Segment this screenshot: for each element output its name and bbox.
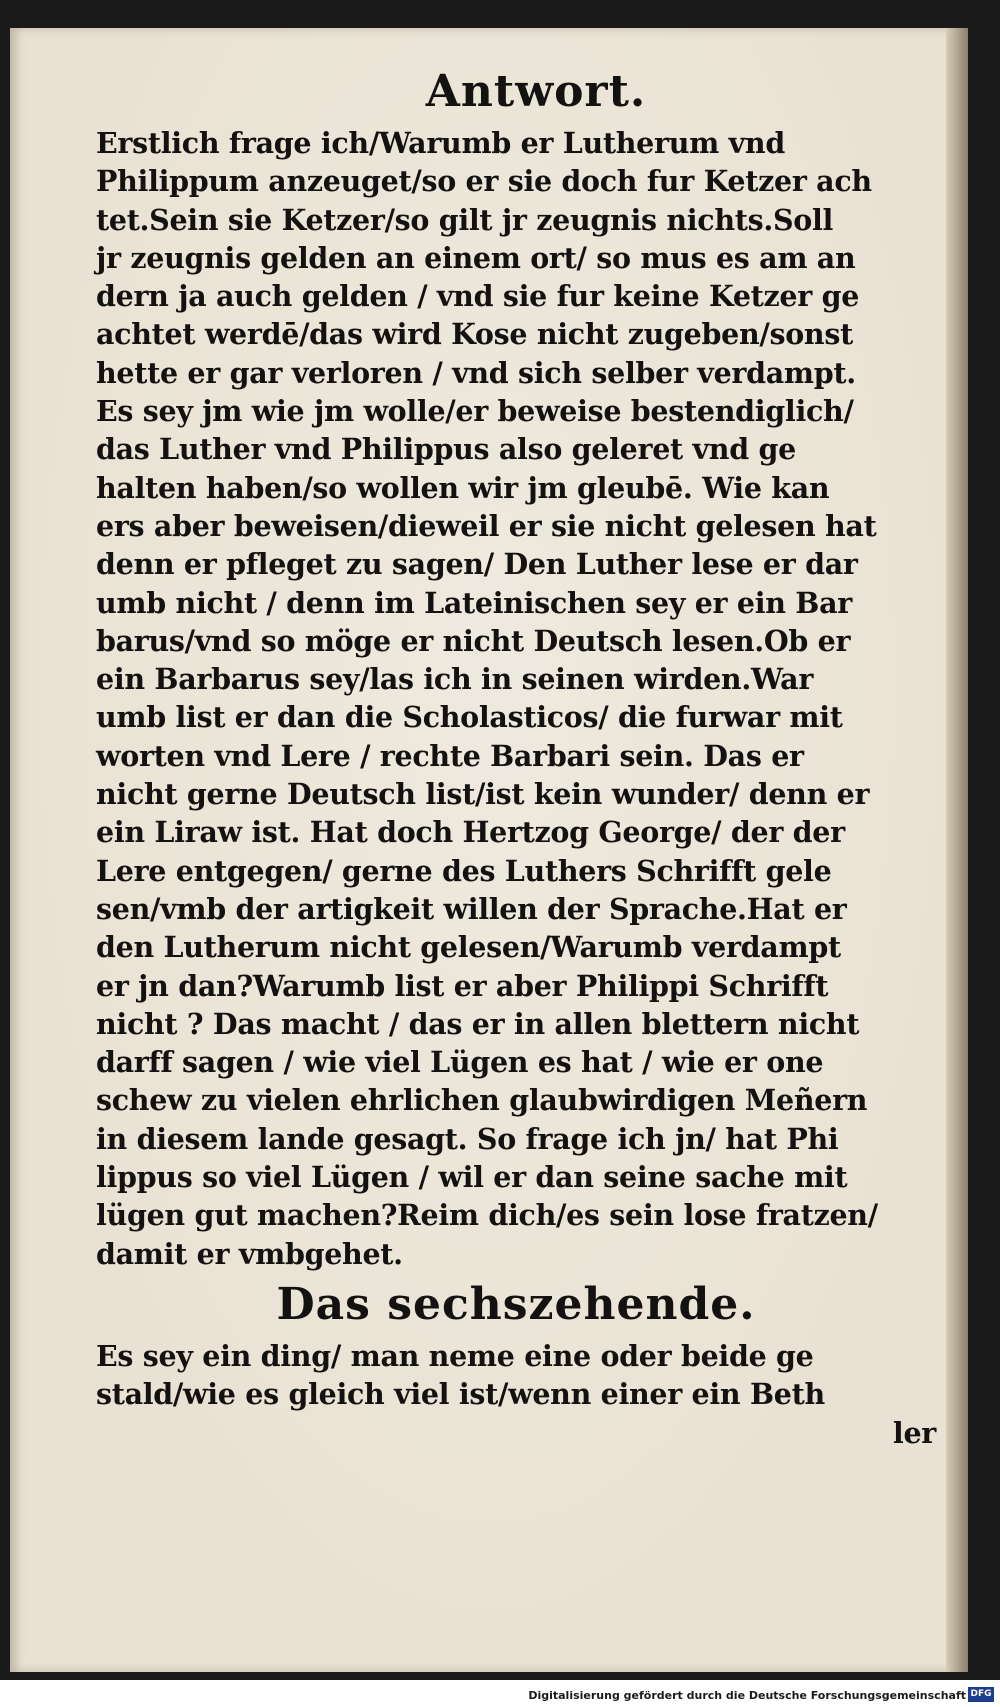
page-edge: [946, 28, 968, 1672]
text-line: ein Liraw ist. Hat doch Hertzog George/ der der: [96, 815, 845, 850]
text-line: schew zu vielen ehrlichen glaubwirdigen Meñern: [96, 1083, 868, 1118]
text-line: umb list er dan die Scholasticos/ die furwar mit: [96, 700, 843, 735]
text-line: in diesem lande gesagt. So frage ich jn/ hat Phi: [96, 1121, 839, 1156]
paragraph-sixteenth: [96, 1337, 936, 1452]
text-line: stald/wie es gleich viel ist/wenn einer ein Beth: [96, 1377, 825, 1412]
text-line: Es sey jm wie jm wolle/er beweise bestendiglich/: [96, 394, 854, 429]
text-line: Es sey ein ding/ man neme eine oder beide ge: [96, 1338, 814, 1373]
footer-credit: Digitalisierung gefördert durch die Deutsche Forschungsgemeinschaft: [528, 1689, 966, 1702]
text-line: achtet werdē/das wird Kose nicht zugeben/sonst: [96, 317, 853, 352]
text-line: umb nicht / denn im Lateinischen sey er ein Bar: [96, 585, 852, 620]
text-line: Lere entgegen/ gerne des Luthers Schrifft gele: [96, 853, 832, 888]
text-line: denn er pfleget zu sagen/ Den Luther lese er dar: [96, 547, 858, 582]
heading-sixteenth: Das sechszehende.: [276, 1278, 756, 1330]
text-line: damit er vmbgehet.: [96, 1236, 403, 1271]
text-line: er jn dan?Warumb list er aber Philippi Schrifft: [96, 968, 829, 1003]
text-line: ein Barbarus sey/las ich in seinen wirden.War: [96, 662, 814, 697]
catchword: ler: [892, 1415, 936, 1450]
text-line: Erstlich frage ich/Warumb er Lutherum vnd: [96, 126, 785, 160]
text-line: darff sagen / wie viel Lügen es hat / wie er one: [96, 1045, 824, 1080]
paragraph-answer: [96, 124, 936, 1273]
text-line: ers aber beweisen/dieweil er sie nicht gelesen hat: [96, 508, 877, 543]
text-line: tet.Sein sie Ketzer/so gilt jr zeugnis nichts.Soll: [96, 202, 834, 237]
text-line: barus/vnd so möge er nicht Deutsch lesen.Ob er: [96, 623, 851, 658]
text-line: nicht gerne Deutsch list/ist kein wunder/ denn er: [96, 777, 870, 812]
text-line: nicht ? Das macht / das er in allen blettern nicht: [96, 1006, 860, 1041]
text-line: hette er gar verloren / vnd sich selber verdampt.: [96, 355, 856, 390]
text-line: den Lutherum nicht gelesen/Warumb verdampt: [96, 930, 841, 965]
text-line: das Luther vnd Philippus also geleret vnd ge: [96, 432, 796, 467]
text-line: dern ja auch gelden / vnd sie fur keine Ketzer ge: [96, 279, 860, 314]
text-line: halten haben/so wollen wir jm gleubē. Wie kan: [96, 470, 830, 505]
text-line: Philippum anzeuget/so er sie doch fur Ketzer ach: [96, 164, 872, 199]
text-line: lippus so viel Lügen / wil er dan seine sache mit: [96, 1160, 848, 1195]
text-line: lügen gut machen?Reim dich/es sein lose fratzen/: [96, 1198, 878, 1233]
text-line: sen/vmb der artigkeit willen der Sprache.Hat er: [96, 891, 847, 926]
page-text: [96, 60, 936, 1452]
heading-answer: Antwort.: [425, 66, 647, 117]
text-line: jr zeugnis gelden an einem ort/ so mus es am an: [96, 240, 856, 275]
text-line: worten vnd Lere / rechte Barbari sein. Das er: [96, 738, 804, 773]
dfg-logo: DFG: [968, 1687, 994, 1702]
